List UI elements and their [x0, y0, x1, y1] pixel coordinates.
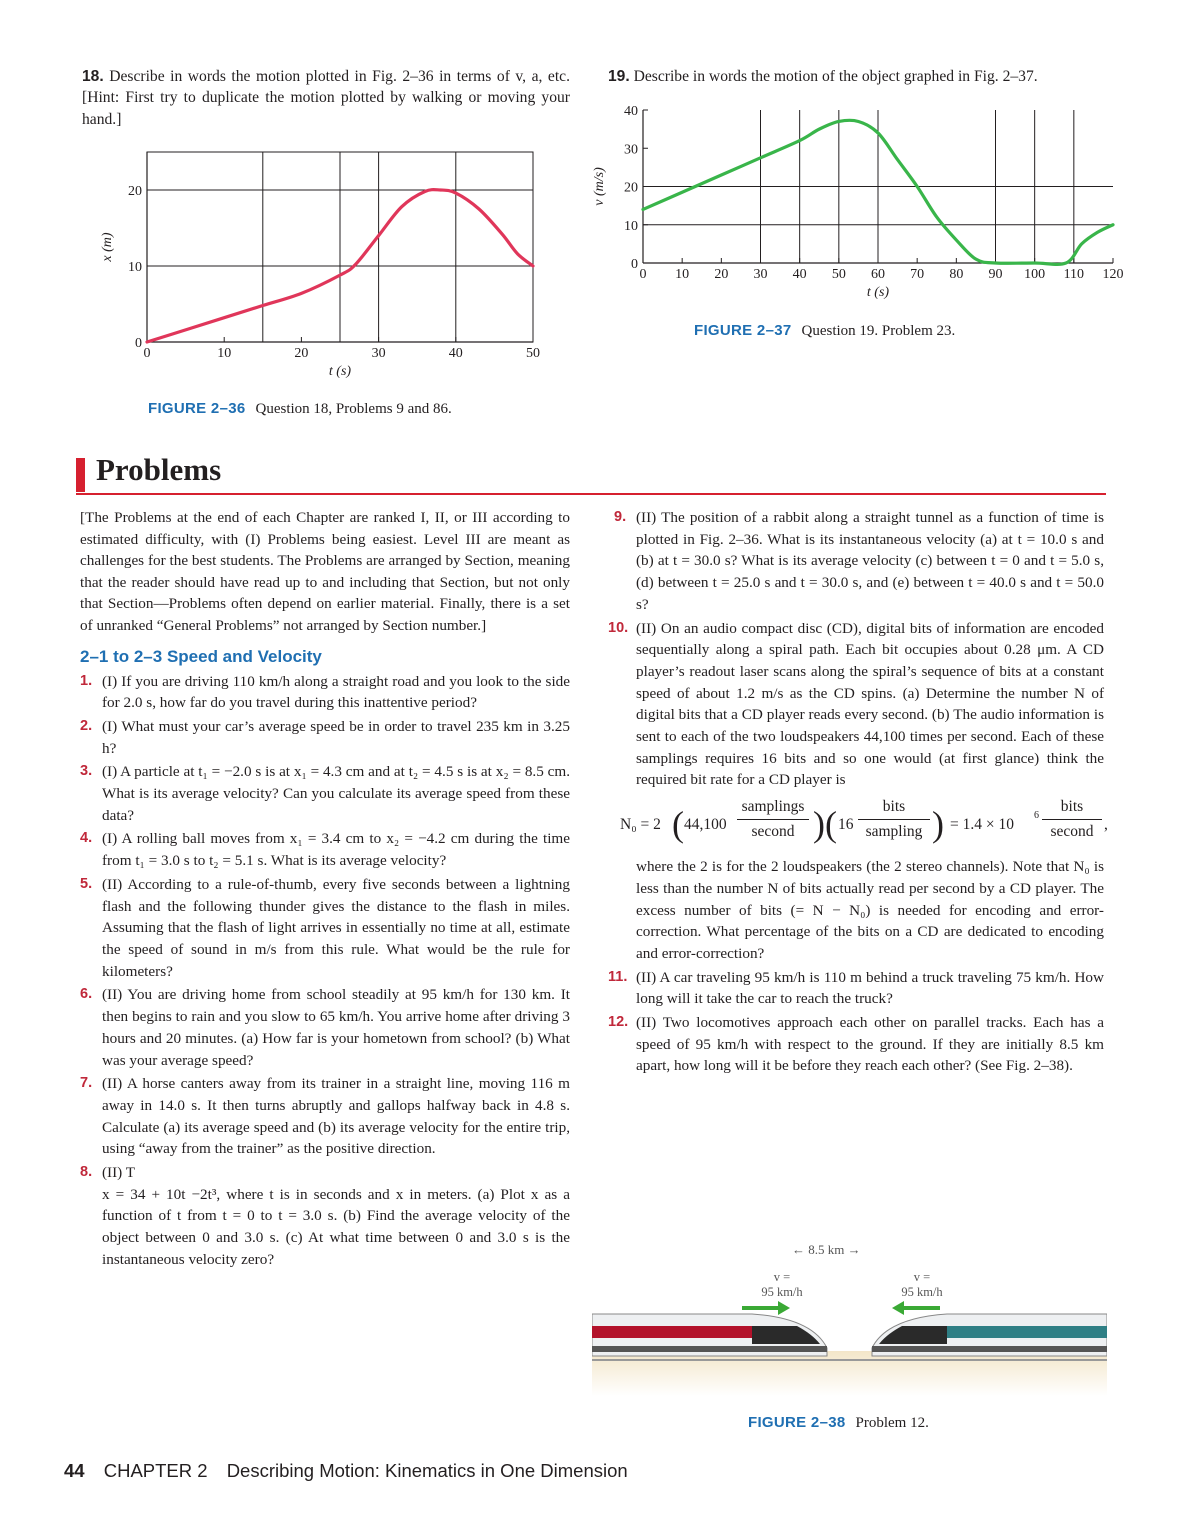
y-tick-label: 10 [624, 218, 638, 234]
figure-2-36-chart [85, 140, 565, 400]
y-tick-label: 30 [624, 142, 638, 158]
problem-number: 4. [80, 830, 93, 847]
x-tick-label: 110 [1063, 267, 1085, 282]
problem-6 [80, 984, 570, 1071]
question-18-text: Describe in words the motion plotted in Fig. 2–36 in terms of v, a, etc. [Hint: First try to duplicate the motion plotted by walking or moving your hand.] [82, 68, 571, 128]
x-axis-label: t (s) [866, 285, 890, 300]
x-tick-label: 40 [792, 267, 807, 282]
trains-illustration [592, 1296, 1107, 1396]
problems-heading-bar [76, 458, 85, 492]
x-tick-label: 0 [639, 267, 647, 282]
x-tick-label: 50 [831, 267, 846, 282]
page-number: 44 [64, 1460, 85, 1481]
x-tick-label: 50 [526, 346, 540, 361]
problem-text: (II) Two locomotives approach each other on parallel tracks. Each has a speed of 95 km/h with respect to the ground. If they are initially 8.5 km apart, how long will it be before they reach each other? (See Fig. 2–38). [636, 1014, 1104, 1075]
x-tick-label: 70 [910, 267, 925, 282]
x-tick-label: 30 [371, 346, 386, 361]
bit-rate-equation: N₀ = 2 ( 44,100 samplings second )( 16 bits sampling ) = 1.4 × 10 6 bits second , [620, 798, 1108, 845]
question-19: 19. Describe in words the motion of the object graphed in Fig. 2–37. [608, 68, 1038, 85]
y-tick-label: 0 [135, 336, 142, 351]
problem-8 [80, 1162, 570, 1271]
left-column [80, 507, 570, 1273]
problem-number: 12. [608, 1014, 629, 1031]
problem-text: (II) You are driving home from school steadily at 95 km/h for 130 km. It then begins to rain and you slow to 65 km/h. You arrive home after driving 3 hours and 20 minutes. (a) How far is your hometown from school? (b) What was your average speed? [102, 986, 570, 1069]
problem-10 [608, 618, 1104, 792]
problem-number: 1. [80, 672, 93, 689]
problem-text: (I) A rolling ball moves from x₁ = 3.4 cm to x₂ = −4.2 cm during the time from t₁ = 3.0 s to t₂ = 5.1 s. What is its average velocity? [102, 830, 570, 870]
problem-text: (II) A horse canters away from its trainer in a straight line, moving 116 m away in 14.0 s. It then turns abruptly and gallops halfway back in 4.8 s. Calculate (a) its average speed and (b) its average velocity for the entire trip, using “away from the trainer” as the positive direction. [102, 1075, 570, 1158]
x-tick-label: 100 [1024, 267, 1046, 282]
x-tick-label: 0 [143, 346, 151, 361]
problem-text: (II) According to a rule-of-thumb, every five seconds between a lightning flash and the following thunder gives the distance to the flash in miles. Assuming that the flash of light arrives in essentially no time at all, estimate the speed of sound in m/s from this rule. What would be the rule for kilometers? [102, 875, 570, 980]
y-axis-label: v (m/s) [592, 167, 607, 206]
right-problem-list-top [608, 507, 1104, 791]
left-train-speed-label: v = 95 km/h [761, 1270, 803, 1299]
problem-number: 11. [608, 968, 628, 985]
problem-number: 10. [608, 619, 629, 636]
figure-2-37-caption: FIGURE 2–37 Question 19. Problem 23. [694, 322, 956, 339]
problems-intro: [The Problems at the end of each Chapter are ranked I, II, or III according to estimated difficulty, with (I) Problems being easiest. Level III are meant as challenges for the best students. The Problems are arranged by Section, meaning that the reader should have read up to and including that Section, but not only that Section—Problems often depend on earlier material. Finally, there is a set of unranked “General Problems” not arranged by Section number.] [80, 509, 570, 634]
y-tick-label: 40 [624, 104, 638, 119]
x-tick-label: 10 [217, 346, 232, 361]
problem-text: (II) On an audio compact disc (CD), digital bits of information are encoded sequentially along a spiral path. Each bit occupies about 0.28 μm. A CD player’s readout laser scans along the spiral’s sequence of bits at a constant speed of about 1.2 m/s as the CD spins. (a) Determine the number N of digital bits that a CD player reads every second. (b) The audio information is sent to each of the two loudspeakers 44,100 times per second. Each of these samplings requires 16 bits and so one would (at first glance) think the required bit rate for a CD player is [636, 619, 1104, 789]
page-footer [64, 1460, 628, 1482]
problem-number: 7. [80, 1075, 93, 1092]
question-19-text: Describe in words the motion of the object graphed in Fig. 2–37. [633, 68, 1038, 85]
problem-continued [636, 856, 1104, 965]
figure-2-37-chart [585, 98, 1130, 313]
question-18: 18. Describe in words the motion plotted in Fig. 2–36 in terms of v, a, etc. [Hint: First try to duplicate the motion plotted by walking or moving your hand.] [82, 68, 571, 128]
problem-11 [608, 967, 1104, 1010]
right-problem-list-bottom [608, 856, 1104, 1077]
problem-1 [80, 671, 570, 714]
problem-12 [608, 1012, 1104, 1077]
problem-text: (I) What must your car’s average speed be in order to travel 235 km in 3.25 h? [102, 717, 570, 757]
problem-number: 5. [80, 875, 93, 892]
right-train-speed-label: v = 95 km/h [901, 1270, 943, 1299]
problem-text: (I) A particle at t₁ = −2.0 s is at x₁ = 4.3 cm and at t₂ = 4.5 s is at x₂ = 8.5 cm. What is its average velocity? Can you calculate its average speed from these data? [102, 763, 570, 824]
problem-2 [80, 716, 570, 759]
problem-4 [80, 828, 570, 871]
distance-label: ← 8.5 km → [792, 1242, 861, 1257]
x-tick-label: 90 [988, 267, 1003, 282]
problem-5 [80, 874, 570, 983]
x-tick-label: 20 [714, 267, 729, 282]
problem-number: 6. [80, 986, 93, 1003]
right-column [608, 507, 1108, 1079]
x-tick-label: 80 [949, 267, 964, 282]
x-tick-label: 30 [753, 267, 768, 282]
x-tick-label: 120 [1102, 267, 1124, 282]
problems-rule [76, 493, 1106, 495]
problem-number: 2. [80, 717, 93, 734]
problem-3 [80, 761, 570, 826]
figure-2-38-caption: FIGURE 2–38 Problem 12. [748, 1414, 929, 1431]
right-train-icon [872, 1314, 1107, 1356]
problem-number: 3. [80, 763, 93, 780]
problem-number: 8. [80, 1164, 93, 1181]
chapter-label: CHAPTER 2 [103, 1460, 208, 1481]
x-tick-label: 10 [675, 267, 690, 282]
problem-7 [80, 1073, 570, 1160]
problem-number: 9. [614, 509, 627, 525]
problem-text: (I) If you are driving 110 km/h along a straight road and you look to the side for 2.0 s, how far do you travel during this inattentive period? [102, 672, 570, 712]
problem-text: (II) A car traveling 95 km/h is 110 m behind a truck traveling 75 km/h. How long will it take the car to reach the truck? [636, 968, 1104, 1008]
x-tick-label: 20 [294, 346, 309, 361]
figure-2-38 [592, 1236, 1107, 1396]
figure-2-36-caption: FIGURE 2–36 Question 18, Problems 9 and 86. [148, 400, 452, 417]
y-tick-label: 10 [128, 260, 142, 275]
problem-text: (II) The position of a rabbit along a straight tunnel as a function of time is plotted in Fig. 2–36. What is its instantaneous velocity (a) at t = 10.0 s and (b) at t = 30.0 s? What is its average velocity (c) between t = 0 and t = 5.0 s, (d) between t = 25.0 s and t = 30.0 s, and (e) between t = 40.0 s and t = 50.0 s? [636, 509, 1104, 613]
y-tick-label: 0 [631, 257, 638, 272]
x-tick-label: 40 [448, 346, 463, 361]
problem-9 [614, 507, 1104, 616]
chapter-title: Describing Motion: Kinematics in One Dimension [226, 1460, 628, 1481]
y-axis-label: x (m) [100, 232, 115, 262]
x-axis-label: t (s) [328, 364, 352, 379]
section-heading: 2–1 to 2–3 Speed and Velocity [80, 646, 322, 666]
left-train-icon [592, 1314, 827, 1356]
problem-text: (II) T x = 34 + 10t −2t³, where t is in seconds and x in meters. (a) Plot x as a function of t from t = 0 to t = 3.0 s. (b) Find the average velocity of the object between 0 and 3.0 s. (c) At what time between 0 and 3.0 s is the instantaneous velocity zero? [102, 1164, 570, 1268]
problems-heading: Problems [96, 452, 222, 487]
arrow-left-icon [892, 1301, 940, 1315]
left-problem-list [80, 671, 570, 1271]
problem-text: where the 2 is for the 2 loudspeakers (the 2 stereo channels). Note that N₀ is less than the number N of bits actually read per second by a CD player. The excess number of bits (= N − N₀) is needed for encoding and error-correction. What percentage of the bits on a CD are dedicated to encoding and error-correction? [636, 858, 1104, 962]
x-tick-label: 60 [871, 267, 885, 282]
y-tick-label: 20 [128, 184, 142, 199]
y-tick-label: 20 [624, 180, 638, 196]
arrow-right-icon [742, 1301, 790, 1315]
